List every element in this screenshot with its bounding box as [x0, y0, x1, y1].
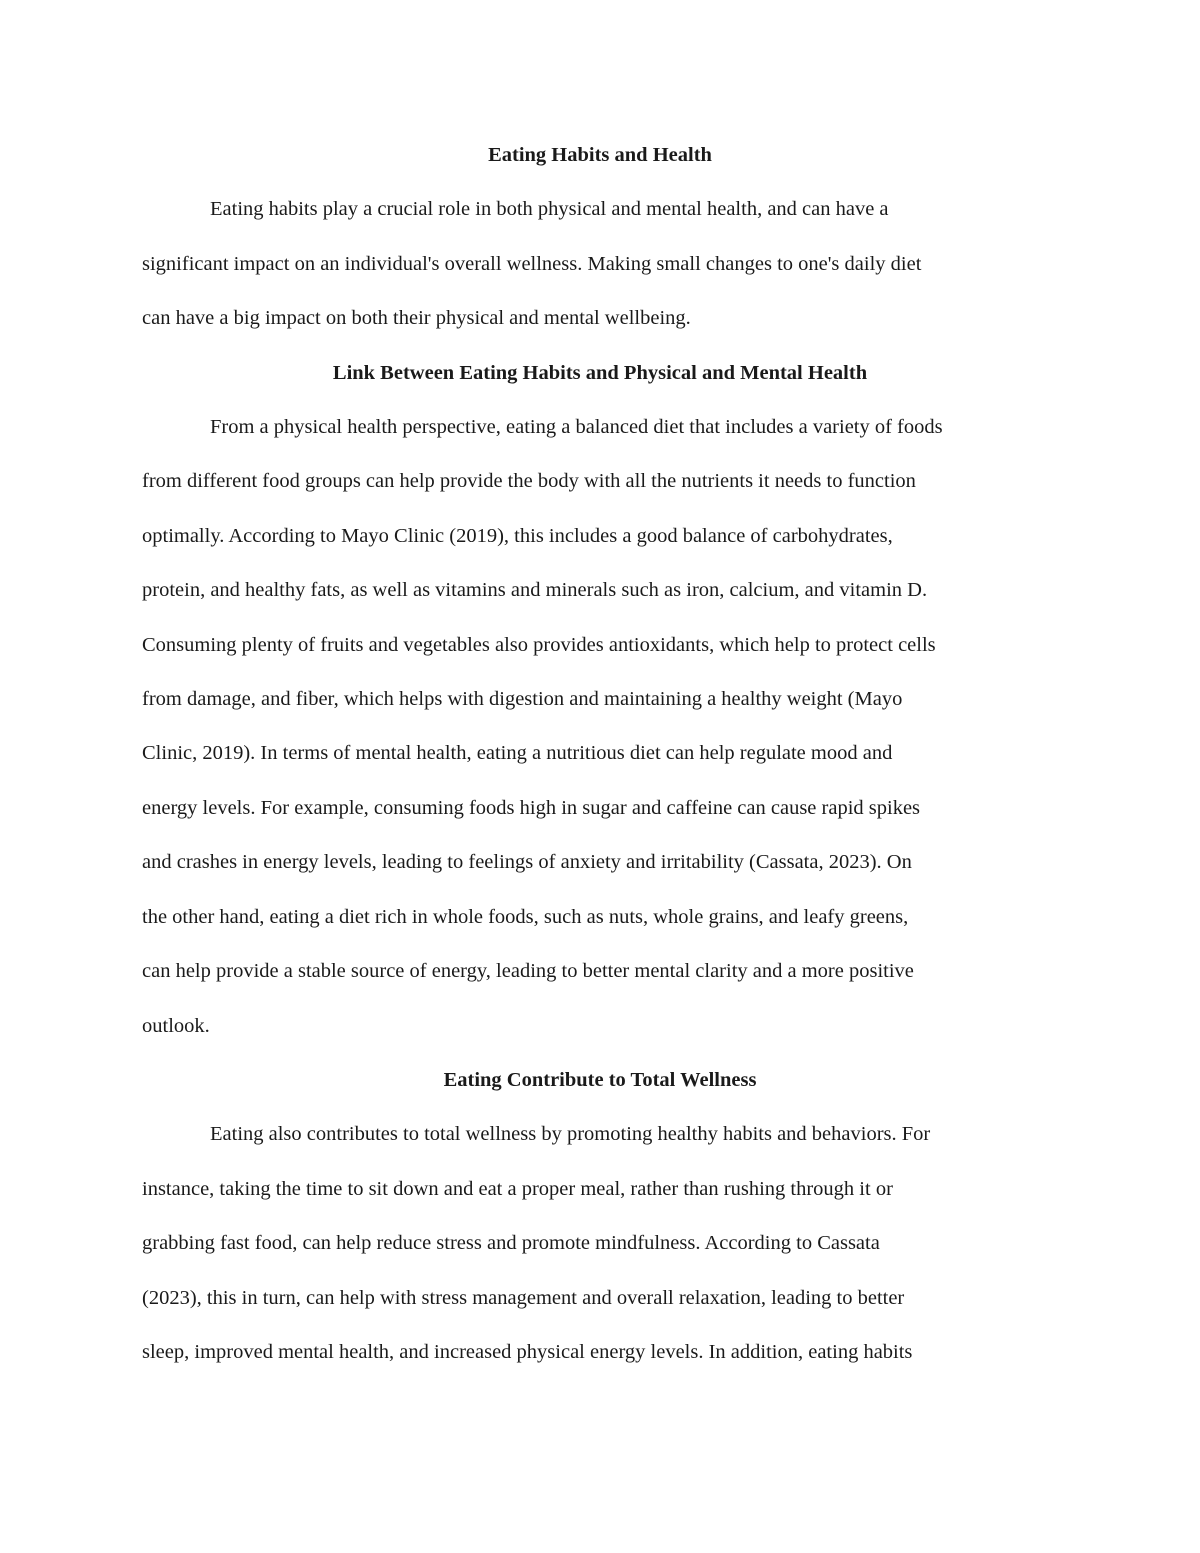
text-line: sleep, improved mental health, and increased physical energy levels. In addition, eating habits	[142, 1340, 913, 1363]
text-line: Clinic, 2019). In terms of mental health, eating a nutritious diet can help regulate mood and	[142, 742, 893, 765]
intro-paragraph	[142, 182, 1058, 345]
document-body	[142, 128, 1058, 1379]
text-line: Eating habits play a crucial role in both physical and mental health, and can have a	[210, 198, 889, 221]
section1-paragraph	[142, 400, 1058, 1053]
document-title: Eating Habits and Health	[488, 144, 712, 166]
section2-paragraph	[142, 1107, 1058, 1379]
text-line: instance, taking the time to sit down and eat a proper meal, rather than rushing through it or	[142, 1177, 893, 1200]
text-line: optimally. According to Mayo Clinic (2019), this includes a good balance of carbohydrates,	[142, 524, 893, 547]
text-line: from damage, and fiber, which helps with digestion and maintaining a healthy weight (Mayo	[142, 688, 903, 711]
section-heading-wellness: Eating Contribute to Total Wellness	[443, 1068, 757, 1091]
text-line: From a physical health perspective, eating a balanced diet that includes a variety of foods	[210, 416, 943, 439]
text-line: and crashes in energy levels, leading to feelings of anxiety and irritability (Cassata, 2023). On	[142, 851, 912, 874]
text-line: protein, and healthy fats, as well as vitamins and minerals such as iron, calcium, and vitamin D.	[142, 579, 928, 602]
text-line: Eating also contributes to total wellness by promoting healthy habits and behaviors. For	[210, 1123, 931, 1146]
text-line: outlook.	[142, 1014, 210, 1037]
text-line: from different food groups can help provide the body with all the nutrients it needs to function	[142, 470, 916, 493]
section-heading-link: Link Between Eating Habits and Physical and Mental Health	[332, 361, 868, 384]
text-line: can help provide a stable source of energy, leading to better mental clarity and a more positive	[142, 960, 914, 983]
text-line: grabbing fast food, can help reduce stress and promote mindfulness. According to Cassata	[142, 1232, 880, 1255]
text-line: can have a big impact on both their physical and mental wellbeing.	[142, 307, 691, 330]
text-line: significant impact on an individual's overall wellness. Making small changes to one's daily diet	[142, 252, 922, 275]
text-line: the other hand, eating a diet rich in whole foods, such as nuts, whole grains, and leafy greens,	[142, 905, 909, 928]
text-line: Consuming plenty of fruits and vegetables also provides antioxidants, which help to protect cells	[142, 633, 936, 656]
text-line: energy levels. For example, consuming foods high in sugar and caffeine can cause rapid spikes	[142, 796, 921, 819]
text-line: (2023), this in turn, can help with stress management and overall relaxation, leading to better	[142, 1286, 905, 1309]
